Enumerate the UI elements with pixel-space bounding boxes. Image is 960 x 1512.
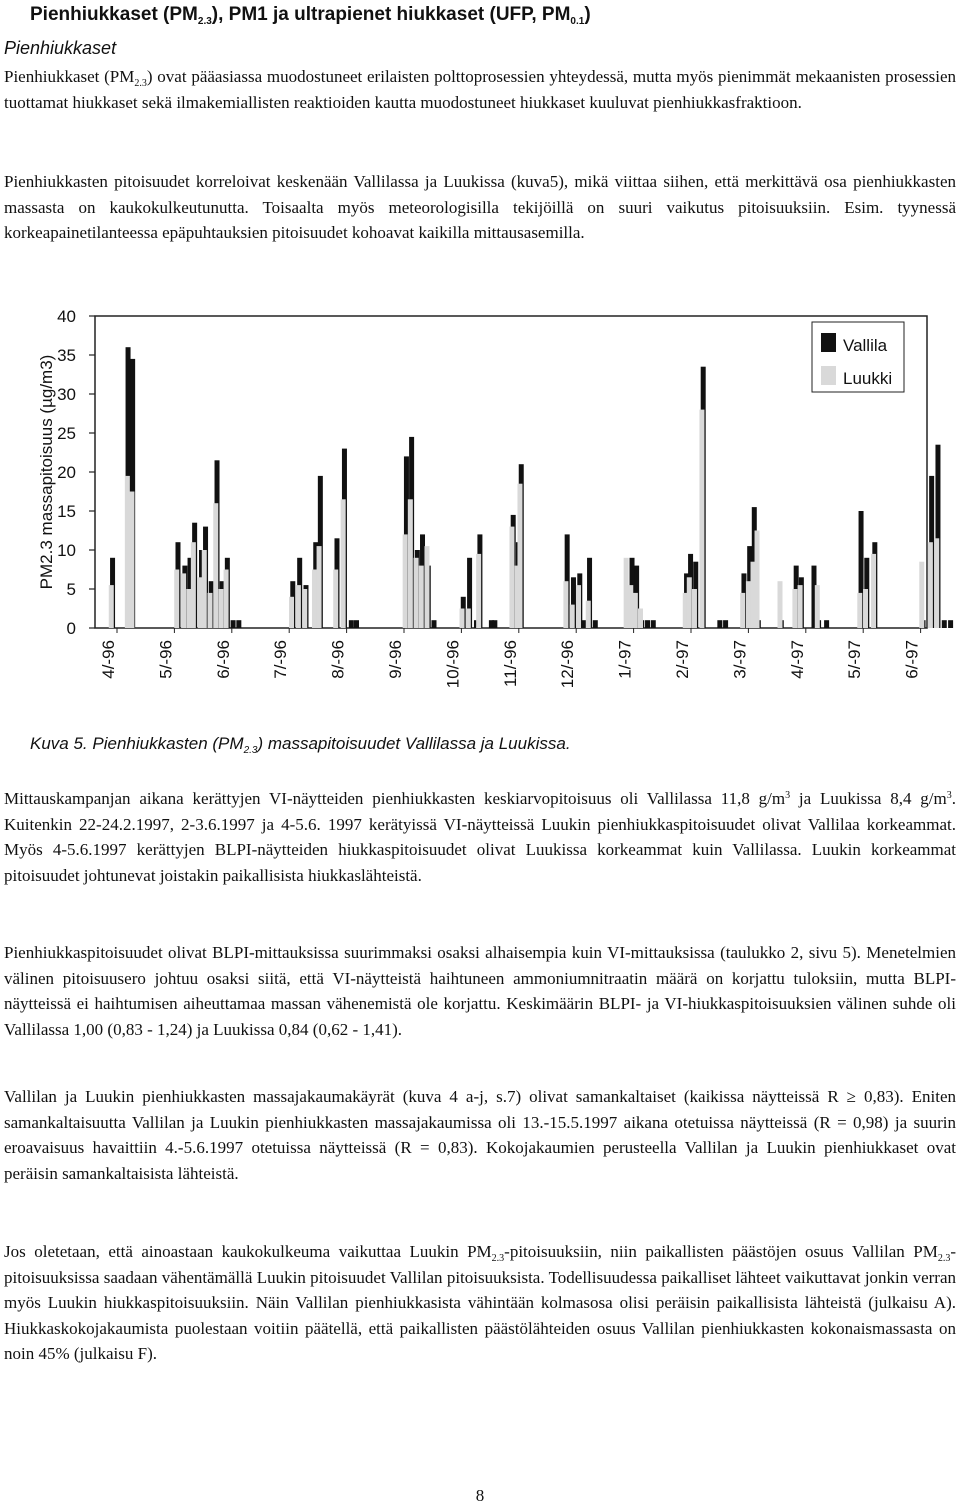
bar-luukki	[181, 573, 186, 628]
x-tick-label: 5/-97	[845, 640, 865, 679]
bar-vallila	[581, 620, 586, 628]
bar-luukki	[687, 577, 692, 628]
paragraph-methods: Pienhiukkaspitoisuudet olivat BLPI-mittauksissa suurimmaksi osaksi alhaisempia kuin VI-mittauksissa (taulukko 2, sivu 5). Menetelmien välinen pitoisuusero johtuu osaksi siitä, että VI-näytteistä haihtuneen ammoniumnitraatin määrä on korjattu tuloksiin, mutta BLPI-näytteissä ei haihtumisen aiheuttamaa massan vähenemistä ole korjattu. Keskimäärin BLPI- ja VI-hiukkaspitoisuuksien välinen suhde oli Vallilassa 1,00 (0,83 - 1,24) ja Luukissa 0,84 (0,62 - 1,41).	[4, 943, 956, 1039]
y-tick-label: 30	[57, 385, 76, 404]
x-tick-label: 10/-96	[443, 640, 463, 689]
bar-luukki	[186, 589, 191, 628]
y-tick-label: 25	[57, 424, 76, 443]
bar-luukki	[174, 570, 179, 629]
bar-vallila	[717, 620, 722, 628]
legend-swatch-luukki	[821, 366, 836, 385]
bar-luukki	[777, 581, 782, 628]
x-tick-label: 2/-97	[673, 640, 692, 679]
x-tick-label: 5/-96	[156, 640, 176, 679]
bar-luukki	[213, 503, 218, 628]
bar-luukki	[624, 558, 629, 628]
bar-luukki	[638, 609, 643, 629]
section-heading: Pienhiukkaset $(PM_{2.3})$, PM1 ja ultrapienet hiukkaset (UFP, $PM_{0.1}$)	[30, 4, 591, 27]
bar-vallila	[349, 620, 354, 628]
bar-vallila	[651, 620, 656, 628]
x-tick-label: 1/-97	[615, 640, 635, 679]
bar-luukki	[699, 410, 704, 628]
bar-luukki	[125, 476, 130, 628]
paragraph-distributions: Vallilan ja Luukin pienhiukkasten massajakaumakäyrät (kuva 4 a-j, s.7) olivat samankaltaiset (kaikissa näytteissä R ≥ 0,83). Eniten samankaltaisuutta Vallilan ja Luukin pienhiukkasten massajakaumissa oli 13.-15.5.1997 aikana otetuissa näytteissä (R = 0,98) ja suurin eroavaisuus havaittiin 4.-5.6.1997 otetuissa näytteissä (R = 0,83). Kokojakaumien perusteella Vallilan ja Luukin pienhiukkaset ovat peräisin samankaltaisista lähteistä.	[4, 1087, 956, 1183]
x-tick-label: 7/-96	[271, 640, 291, 679]
bar-luukki	[755, 531, 760, 629]
bar-luukki	[628, 585, 633, 628]
bar-luukki	[414, 558, 419, 628]
bar-luukki	[792, 589, 797, 628]
y-tick-label: 35	[57, 346, 76, 365]
figure-caption: Kuva 5. Pienhiukkasten $(PM_{2.3})$ massapitoisuudet Vallilassa ja Luukissa.	[30, 734, 571, 756]
legend-swatch-vallila	[821, 333, 836, 352]
bar-luukki	[863, 589, 868, 628]
bar-luukki	[798, 585, 803, 628]
bar-vallila	[942, 620, 947, 628]
bar-vallila	[431, 620, 436, 628]
bar-vallila	[492, 620, 497, 628]
x-tick-label: 6/-97	[902, 640, 922, 679]
bar-vallila	[354, 620, 359, 628]
paragraph-local-sources: Jos oletetaan, että ainoastaan kaukokulkeuma vaikuttaa Luukin $PM_{2.3}$-pitoisuuksiin, niin paikallisten päästöjen osuus Vallilan $PM_{2.3}$-pitoisuuksissa saadaan vähentämällä Luukin pitoisuudet Vallilan pitoisuuksista. Todellisuudessa paikalliset lähteet vaikuttavat jonkin verran myös Luukin hiukkaspitoisuuksiin. Näin Vallilan pienhiukkasista vähintään kolmasosa olisi peräisin paikallisista lähteistä (julkaisu A). Hiukkaskokojakaumista puolestaan voitiin päätellä, että paikallisten päästölähteiden osuus Vallilan pienhiukkasten kokonaismassasta on noin 45% (julkaisu F).	[4, 1242, 956, 1363]
pm-chart	[0, 0, 960, 720]
x-tick-label: 3/-97	[730, 640, 750, 679]
x-tick-label: 8/-96	[328, 640, 348, 679]
bar-luukki	[419, 566, 424, 628]
bar-luukki	[857, 593, 862, 628]
bar-luukki	[928, 542, 933, 628]
bar-luukki	[586, 601, 591, 628]
legend-label-vallila: Vallila	[843, 336, 888, 355]
bar-luukki	[815, 585, 820, 628]
bar-luukki	[633, 593, 638, 628]
bar-luukki	[317, 546, 322, 628]
y-tick-label: 40	[57, 307, 76, 326]
bar-luukki	[871, 554, 876, 628]
bar-luukki	[224, 570, 229, 629]
bar-luukki	[129, 492, 134, 629]
bar-luukki	[466, 609, 471, 629]
bar-luukki	[934, 538, 939, 628]
y-tick-label: 10	[57, 541, 76, 560]
bar-luukki	[208, 593, 213, 628]
bar-luukki	[341, 499, 346, 628]
bar-vallila	[593, 620, 598, 628]
bar-luukki	[333, 570, 338, 629]
paragraph-intro: Pienhiukkaset $(PM_{2.3})$ ovat pääasiassa muodostuneet erilaisten polttoprosessien yhteydessä, mutta myös pienimmät mekaanisten prosessien tuottamat hiukkaset sekä ilmakemiallisten reaktioiden kautta muodostuneet hiukkaset kuuluvat pienhiukkasfraktioon.	[4, 67, 957, 112]
bar-luukki	[746, 581, 751, 628]
x-tick-label: 9/-96	[386, 640, 405, 679]
bar-luukki	[517, 484, 522, 628]
bar-luukki	[289, 597, 294, 628]
page-number: 8	[475, 1486, 485, 1505]
bar-luukki	[218, 589, 223, 628]
bar-luukki	[740, 593, 745, 628]
bar-luukki	[424, 546, 429, 628]
bar-luukki	[408, 499, 413, 628]
bar-luukki	[109, 585, 114, 628]
y-axis-label: PM2.3 massapitoisuus (µg/m3)	[37, 354, 56, 590]
bar-luukki	[302, 589, 307, 628]
bar-vallila	[645, 620, 650, 628]
x-tick-label: 11/-96	[500, 640, 520, 687]
legend-label-luukki: Luukki	[843, 369, 893, 388]
bar-luukki	[459, 609, 464, 629]
bar-luukki	[476, 554, 481, 628]
paragraph-averages: Mittauskampanjan aikana kerättyjen VI-näytteiden pienhiukkasten keskiarvopitoisuus oli Vallilassa 11,8 $g/m^3$ ja Luukissa 8,4 $g/m^3$. Kuitenkin 22-24.2.1997, 2-3.6.1997 ja 4-5.6. 1997 kerätyissä VI-näytteissä Luukin pienhiukkaspitoisuudet olivat Vallilaa korkeammat. Myös 4-5.6.1997 kerättyjen BLPI-näytteiden hiukkaspitoisuudet olivat Luukissa korkeammat kuin Vallilassa. Luukin korkeammat pitoisuudet johtunevat joistakin paikallisista hiukkaslähteistä.	[4, 789, 956, 885]
y-tick-label: 20	[57, 463, 76, 482]
bar-luukki	[919, 562, 924, 628]
x-tick-label: 12/-96	[558, 640, 578, 689]
bar-luukki	[692, 589, 697, 628]
x-tick-label: 6/-96	[213, 640, 233, 679]
bar-vallila	[236, 620, 241, 628]
bar-luukki	[563, 581, 568, 628]
paragraph-correlation: Pienhiukkasten pitoisuudet korreloivat keskenään Vallilassa ja Luukissa (kuva5), mikä viittaa siihen, että merkittävä osa pienhiukkasten massasta on kaukokulkeutunutta. Toisaalta myös meteorologisilla tekijöillä on suuri vaikutus pitoisuuksiin. Esim. tyynessä korkeapainetilanteessa epäpuhtauksien pitoisuudet kohoavat kaikilla mittausasemilla.	[4, 172, 956, 242]
x-tick-label: 4/-96	[99, 640, 118, 679]
bar-luukki	[570, 605, 575, 628]
y-tick-label: 5	[66, 580, 76, 599]
y-tick-label: 15	[57, 502, 76, 521]
bar-luukki	[403, 534, 408, 628]
bar-luukki	[191, 542, 196, 628]
bar-luukki	[202, 550, 207, 628]
x-tick-label: 4/-97	[787, 640, 807, 679]
bar-vallila	[723, 620, 728, 628]
bar-vallila	[231, 620, 236, 628]
bar-luukki	[296, 585, 301, 628]
bar-vallila	[824, 620, 829, 628]
y-tick-label: 0	[66, 619, 76, 638]
subsection-heading: Pienhiukkaset	[4, 38, 117, 58]
bar-luukki	[576, 585, 581, 628]
bar-luukki	[312, 570, 317, 629]
legend	[812, 322, 904, 392]
bar-vallila	[948, 620, 953, 628]
bar-luukki	[509, 527, 514, 628]
